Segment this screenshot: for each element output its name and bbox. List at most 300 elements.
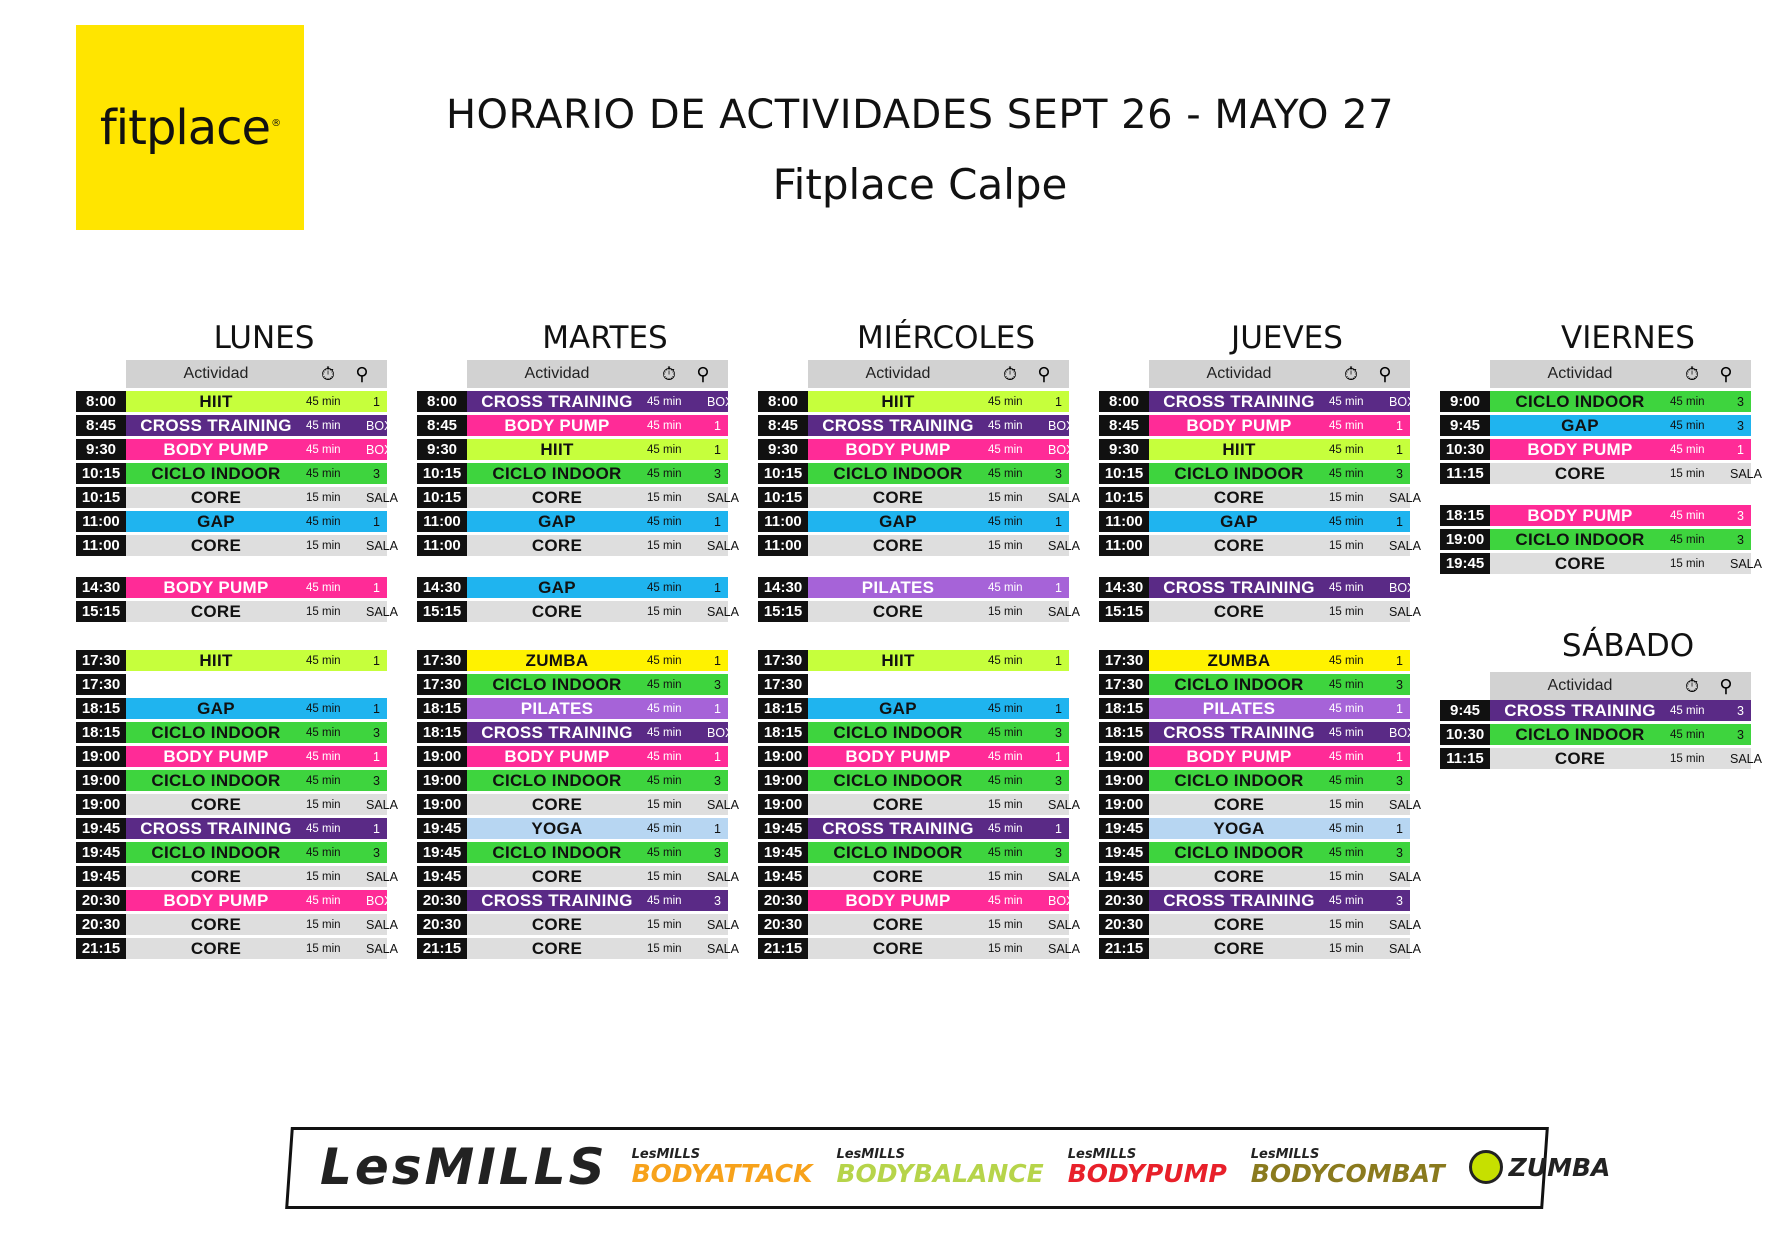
duration: 15 min <box>1329 539 1364 552</box>
activity-cell <box>808 577 1069 598</box>
room: SALA <box>1048 797 1080 812</box>
activity-name: CORE <box>1213 601 1265 621</box>
duration: 15 min <box>647 870 682 883</box>
duration: 45 min <box>647 726 682 739</box>
time-cell: 15:15 <box>76 601 126 622</box>
activity-name: BODY PUMP <box>163 577 269 597</box>
schedule-row <box>1099 577 1416 598</box>
activity-cell <box>126 722 387 743</box>
activity-cell <box>1149 842 1410 863</box>
time-cell: 19:00 <box>758 794 808 815</box>
room: SALA <box>1389 490 1421 505</box>
activity-name: CORE <box>190 866 242 886</box>
time-cell: 14:30 <box>758 577 808 598</box>
schedule-row <box>1099 650 1410 671</box>
room: 1 <box>1055 394 1062 409</box>
duration: 45 min <box>647 581 682 594</box>
activity-cell <box>1490 553 1762 574</box>
activity-cell <box>467 794 739 815</box>
time-cell: 9:30 <box>417 439 467 460</box>
time-cell: 19:00 <box>758 746 808 767</box>
activity-cell <box>126 487 398 508</box>
duration: 15 min <box>1329 870 1364 883</box>
time-cell: 11:00 <box>76 511 126 532</box>
time-cell: 11:00 <box>417 535 467 556</box>
room: 3 <box>1396 845 1403 860</box>
duration: 45 min <box>988 515 1023 528</box>
time-cell: 19:00 <box>1440 529 1490 550</box>
activity-name: CICLO INDOOR <box>1515 724 1645 744</box>
activity-cell <box>467 511 728 532</box>
schedule-row <box>417 938 739 959</box>
activity-name: CICLO INDOOR <box>151 722 281 742</box>
schedule-row <box>1099 722 1416 743</box>
room: 1 <box>1396 749 1403 764</box>
room: 1 <box>373 701 380 716</box>
table-header <box>126 360 387 388</box>
room: 1 <box>714 580 721 595</box>
activity-cell <box>467 722 734 743</box>
time-cell: 19:00 <box>417 770 467 791</box>
schedule-row <box>1440 505 1751 526</box>
table-header <box>1490 672 1751 700</box>
duration: 45 min <box>306 726 341 739</box>
activity-cell <box>1490 391 1751 412</box>
activity-name: BODY PUMP <box>1186 415 1292 435</box>
room: 3 <box>1396 893 1403 908</box>
activity-name: ZUMBA <box>1207 650 1271 670</box>
time-cell: 19:45 <box>1099 818 1149 839</box>
duration: 45 min <box>647 822 682 835</box>
schedule-row <box>76 914 398 935</box>
schedule-row <box>417 722 734 743</box>
time-cell: 18:15 <box>1099 722 1149 743</box>
duration: 45 min <box>1329 395 1364 408</box>
activity-cell <box>126 938 398 959</box>
time-cell: 19:45 <box>1099 842 1149 863</box>
time-cell: 20:30 <box>76 890 126 911</box>
duration: 45 min <box>988 419 1023 432</box>
room: SALA <box>366 538 398 553</box>
schedule-row <box>417 601 739 622</box>
time-cell: 19:00 <box>1099 794 1149 815</box>
room: SALA <box>1048 941 1080 956</box>
activity-cell <box>126 866 398 887</box>
activity-cell <box>467 746 728 767</box>
duration: 45 min <box>1329 894 1364 907</box>
room: 1 <box>373 653 380 668</box>
table-header <box>1149 360 1410 388</box>
zumba-logo: ZUMBA <box>1469 1150 1611 1184</box>
activity-cell <box>808 698 1069 719</box>
activity-cell <box>126 842 387 863</box>
day-title: SÁBADO <box>1561 628 1695 664</box>
room: 3 <box>1737 418 1744 433</box>
activity-name: CORE <box>190 487 242 507</box>
room: 3 <box>1396 773 1403 788</box>
time-cell: 11:00 <box>417 511 467 532</box>
time-cell: 17:30 <box>1099 650 1149 671</box>
activity-cell <box>126 439 393 460</box>
room: 3 <box>1737 532 1744 547</box>
activity-cell <box>467 535 739 556</box>
room: SALA <box>1730 751 1762 766</box>
activity-name: BODY PUMP <box>1527 439 1633 459</box>
activity-name: CICLO INDOOR <box>1174 770 1304 790</box>
schedule-row <box>417 914 739 935</box>
room: 1 <box>1055 653 1062 668</box>
room: 1 <box>714 821 721 836</box>
room: SALA <box>366 490 398 505</box>
zumba-icon <box>1469 1150 1503 1184</box>
activity-cell <box>808 511 1069 532</box>
lesmills-logo: LesMILLS <box>320 1138 608 1196</box>
duration: 15 min <box>306 942 341 955</box>
activity-cell <box>1490 505 1751 526</box>
room: 1 <box>1737 442 1744 457</box>
time-cell: 17:30 <box>76 650 126 671</box>
time-cell: 8:00 <box>417 391 467 412</box>
room: SALA <box>707 869 739 884</box>
activity-cell <box>126 698 387 719</box>
room: 1 <box>1396 701 1403 716</box>
duration: 45 min <box>1670 509 1705 522</box>
time-cell: 8:45 <box>758 415 808 436</box>
activity-name: CICLO INDOOR <box>492 463 622 483</box>
time-cell: 19:00 <box>1099 746 1149 767</box>
time-cell: 19:45 <box>758 818 808 839</box>
duration: 15 min <box>1670 752 1705 765</box>
activity-cell <box>808 842 1069 863</box>
schedule-row <box>417 866 739 887</box>
day-title: LUNES <box>213 320 315 356</box>
schedule-row <box>417 439 728 460</box>
room: SALA <box>1389 604 1421 619</box>
room: BOX <box>366 442 393 457</box>
time-cell: 18:15 <box>417 722 467 743</box>
activity-name: BODY PUMP <box>163 746 269 766</box>
time-cell: 10:30 <box>1440 439 1490 460</box>
schedule-row <box>417 391 734 412</box>
activity-cell <box>126 415 393 436</box>
time-cell: 19:45 <box>417 818 467 839</box>
room: 3 <box>373 773 380 788</box>
room: 1 <box>1055 580 1062 595</box>
activity-cell <box>126 818 387 839</box>
activity-cell <box>808 439 1075 460</box>
schedule-row <box>417 463 728 484</box>
activity-name: CICLO INDOOR <box>151 463 281 483</box>
schedule-row <box>1099 535 1421 556</box>
schedule-row <box>1440 748 1762 769</box>
duration: 45 min <box>988 467 1023 480</box>
activity-cell <box>126 650 387 671</box>
duration: 15 min <box>1670 467 1705 480</box>
day-title: VIERNES <box>1561 320 1695 356</box>
room: 1 <box>714 701 721 716</box>
program-bodybalance: LesMILLS BODYBALANCE <box>836 1147 1044 1188</box>
room: 3 <box>714 893 721 908</box>
activity-name: CROSS TRAINING <box>481 890 633 910</box>
schedule-row <box>76 794 398 815</box>
time-cell: 10:15 <box>758 463 808 484</box>
activity-name: CICLO INDOOR <box>1515 529 1645 549</box>
schedule-row <box>1099 487 1421 508</box>
schedule-row <box>758 866 1080 887</box>
activity-cell <box>1149 746 1410 767</box>
activity-name: BODY PUMP <box>845 439 951 459</box>
time-cell: 19:45 <box>417 842 467 863</box>
schedule-row <box>76 577 387 598</box>
activity-cell <box>1149 511 1410 532</box>
time-cell: 21:15 <box>417 938 467 959</box>
time-cell: 18:15 <box>1440 505 1490 526</box>
activity-name: CICLO INDOOR <box>833 770 963 790</box>
time-cell: 10:15 <box>76 487 126 508</box>
duration: 15 min <box>1329 491 1364 504</box>
schedule-row <box>1099 794 1421 815</box>
schedule-row <box>758 938 1080 959</box>
activity-cell <box>1149 601 1421 622</box>
duration: 45 min <box>988 774 1023 787</box>
time-cell: 8:45 <box>76 415 126 436</box>
duration: 45 min <box>647 894 682 907</box>
duration: 45 min <box>988 395 1023 408</box>
room: 1 <box>1396 514 1403 529</box>
duration: 45 min <box>306 750 341 763</box>
schedule-row <box>76 487 398 508</box>
room: SALA <box>1389 797 1421 812</box>
duration: 15 min <box>647 942 682 955</box>
activity-cell <box>808 463 1069 484</box>
time-cell: 17:30 <box>417 650 467 671</box>
schedule-row <box>1440 439 1751 460</box>
time-cell: 9:30 <box>758 439 808 460</box>
time-cell: 20:30 <box>758 914 808 935</box>
location-pin-icon: ⚲ <box>1037 363 1051 384</box>
duration: 45 min <box>1670 704 1705 717</box>
time-cell: 11:00 <box>1099 511 1149 532</box>
time-cell: 17:30 <box>76 674 126 695</box>
duration: 45 min <box>1670 728 1705 741</box>
activity-cell <box>126 535 398 556</box>
activity-cell <box>1149 938 1421 959</box>
room: 3 <box>1396 466 1403 481</box>
time-cell: 19:45 <box>758 866 808 887</box>
room: 1 <box>1396 418 1403 433</box>
time-cell: 14:30 <box>76 577 126 598</box>
activity-name: CROSS TRAINING <box>481 391 633 411</box>
activity-name: CICLO INDOOR <box>151 770 281 790</box>
room: 3 <box>373 845 380 860</box>
activity-name: CORE <box>872 794 924 814</box>
activity-header-label: Actividad <box>1547 365 1613 382</box>
time-cell: 19:45 <box>1099 866 1149 887</box>
duration: 45 min <box>306 654 341 667</box>
room: SALA <box>707 538 739 553</box>
schedule-row <box>76 674 387 695</box>
activity-name: PILATES <box>861 577 935 597</box>
schedule-row <box>417 535 739 556</box>
room: 1 <box>714 442 721 457</box>
time-cell: 20:30 <box>1099 914 1149 935</box>
schedule-row <box>758 577 1069 598</box>
duration: 45 min <box>1670 443 1705 456</box>
schedule-row <box>76 391 387 412</box>
stopwatch-icon: ⏱ <box>1343 363 1359 384</box>
activity-name: HIIT <box>540 439 574 459</box>
activity-cell <box>808 650 1069 671</box>
activity-name: CORE <box>1213 535 1265 555</box>
duration: 45 min <box>1329 702 1364 715</box>
activity-name: CORE <box>531 794 583 814</box>
activity-name: GAP <box>1220 511 1258 531</box>
room: 1 <box>714 514 721 529</box>
page-title: HORARIO DE ACTIVIDADES SEPT 26 - MAYO 27 <box>445 92 1395 138</box>
room: BOX <box>1048 442 1075 457</box>
activity-cell <box>808 746 1069 767</box>
room: 3 <box>714 845 721 860</box>
duration: 45 min <box>988 750 1023 763</box>
activity-name: GAP <box>538 511 576 531</box>
time-cell: 20:30 <box>76 914 126 935</box>
activity-cell <box>1149 650 1410 671</box>
duration: 15 min <box>988 942 1023 955</box>
schedule-row <box>758 770 1069 791</box>
stopwatch-icon: ⏱ <box>1684 363 1700 384</box>
schedule-row <box>417 770 728 791</box>
activity-cell <box>808 487 1080 508</box>
schedule-row <box>1099 391 1416 412</box>
duration: 15 min <box>1670 557 1705 570</box>
time-cell: 10:15 <box>417 463 467 484</box>
activity-cell <box>126 463 387 484</box>
activity-cell <box>1149 391 1416 412</box>
duration: 45 min <box>306 581 341 594</box>
duration: 45 min <box>647 515 682 528</box>
footer-banner <box>300 1130 1611 1204</box>
room: 1 <box>1396 442 1403 457</box>
schedule-row <box>76 511 387 532</box>
activity-cell <box>1149 818 1410 839</box>
time-cell: 19:00 <box>417 794 467 815</box>
activity-cell <box>1490 439 1751 460</box>
time-cell: 10:15 <box>417 487 467 508</box>
table-header <box>467 360 728 388</box>
duration: 45 min <box>647 443 682 456</box>
room: 3 <box>373 725 380 740</box>
day-title: JUEVES <box>1231 320 1343 356</box>
location-pin-icon: ⚲ <box>1719 363 1733 384</box>
activity-name: YOGA <box>1213 818 1265 838</box>
room: SALA <box>366 869 398 884</box>
schedule-row <box>417 577 728 598</box>
room: 1 <box>1055 821 1062 836</box>
room: 1 <box>714 749 721 764</box>
room: SALA <box>707 797 739 812</box>
duration: 45 min <box>1670 533 1705 546</box>
activity-name: CROSS TRAINING <box>1163 722 1315 742</box>
day-title: MARTES <box>542 320 668 356</box>
activity-name: CROSS TRAINING <box>1163 577 1315 597</box>
time-cell: 18:15 <box>417 698 467 719</box>
activity-name: CORE <box>531 866 583 886</box>
schedule-row <box>1099 938 1421 959</box>
activity-cell <box>467 890 728 911</box>
room: SALA <box>366 941 398 956</box>
activity-name: CROSS TRAINING <box>140 415 292 435</box>
activity-name: CORE <box>190 914 242 934</box>
activity-cell <box>467 914 739 935</box>
time-cell: 11:15 <box>1440 748 1490 769</box>
activity-cell <box>1149 722 1416 743</box>
room: SALA <box>1048 538 1080 553</box>
schedule-row <box>76 770 387 791</box>
time-cell: 20:30 <box>417 914 467 935</box>
schedule-row <box>758 842 1069 863</box>
activity-cell <box>467 674 728 695</box>
activity-cell <box>1149 890 1410 911</box>
table-header <box>808 360 1069 388</box>
time-cell: 19:45 <box>76 866 126 887</box>
schedule-row <box>758 914 1080 935</box>
schedule-row <box>417 511 728 532</box>
activity-cell <box>808 535 1080 556</box>
activity-name: GAP <box>197 698 235 718</box>
time-cell: 9:00 <box>1440 391 1490 412</box>
schedule-row <box>1440 724 1751 745</box>
schedule-row <box>417 794 739 815</box>
time-cell: 19:00 <box>76 794 126 815</box>
room: SALA <box>1730 556 1762 571</box>
activity-name: PILATES <box>1202 698 1276 718</box>
activity-header-label: Actividad <box>1206 365 1272 382</box>
activity-name: CORE <box>1213 866 1265 886</box>
room: SALA <box>1048 604 1080 619</box>
time-cell: 8:00 <box>758 391 808 412</box>
schedule-row <box>758 391 1069 412</box>
duration: 45 min <box>988 443 1023 456</box>
activity-cell <box>467 415 728 436</box>
room: 1 <box>1055 514 1062 529</box>
room: BOX <box>1048 418 1075 433</box>
room: SALA <box>1048 917 1080 932</box>
time-cell: 15:15 <box>417 601 467 622</box>
activity-name: CICLO INDOOR <box>833 842 963 862</box>
schedule-row <box>76 535 398 556</box>
schedule-row <box>1099 842 1410 863</box>
room: SALA <box>1389 941 1421 956</box>
activity-cell <box>808 818 1069 839</box>
duration: 15 min <box>988 870 1023 883</box>
room: BOX <box>1389 580 1416 595</box>
room: 3 <box>1055 845 1062 860</box>
duration: 45 min <box>647 419 682 432</box>
schedule-row <box>417 698 728 719</box>
activity-cell <box>126 511 387 532</box>
activity-name: CROSS TRAINING <box>1504 700 1656 720</box>
activity-cell <box>1149 794 1421 815</box>
activity-cell <box>1149 577 1416 598</box>
activity-name: HIIT <box>881 391 915 411</box>
activity-cell <box>808 601 1080 622</box>
logo-text: fitplace® <box>99 99 281 156</box>
activity-name: HIIT <box>199 650 233 670</box>
activity-name: BODY PUMP <box>504 415 610 435</box>
schedule-row <box>76 818 387 839</box>
room: SALA <box>1389 538 1421 553</box>
time-cell: 19:45 <box>1440 553 1490 574</box>
